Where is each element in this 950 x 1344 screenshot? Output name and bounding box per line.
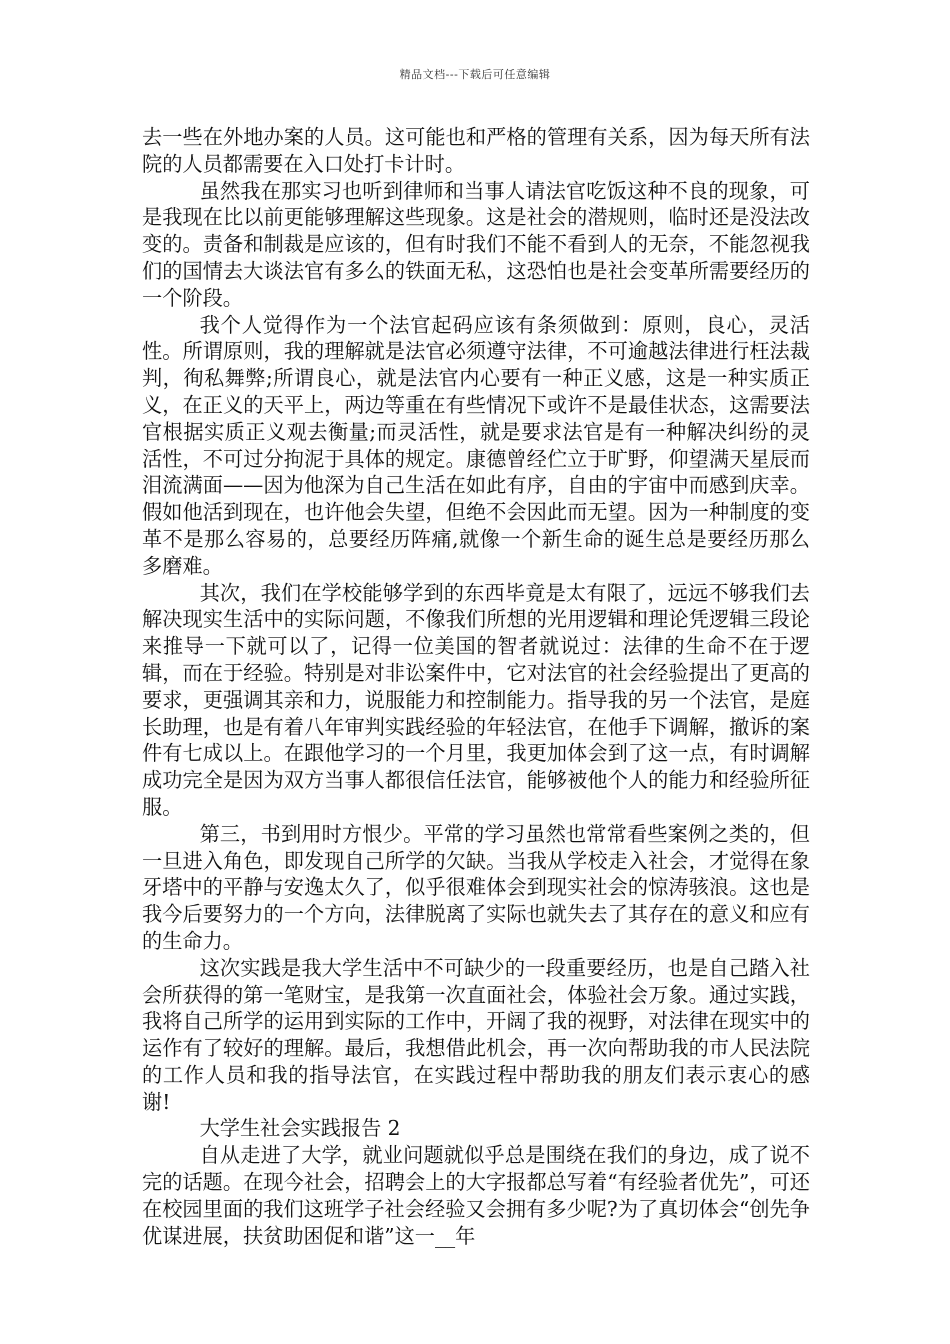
paragraph: 自从走进了大学，就业问题就似乎总是围绕在我们的身边，成了说不完的话题。在现今社会，招聘会上的大字报都总写着“有经验者优先”，可还在校园里面的我们这班学子社会经验又会拥有多少呢?为了真切体会“创先争优谋进展，扶贫助困促和谐”这一__年: [142, 1143, 810, 1248]
paragraph: 第三，书到用时方恨少。平常的学习虽然也常常看些案例之类的，但一旦进入角色，即发现自己所学的欠缺。当我从学校走入社会，才觉得在象牙塔中的平静与安逸太久了，似乎很难体会到现实社会的惊涛骇浪。这也是我今后要努力的一个方向，法律脱离了实际也就失去了其存在的意义和应有的生命力。: [142, 821, 810, 953]
paragraph: 我个人觉得作为一个法官起码应该有条须做到：原则，良心，灵活性。所谓原则，我的理解就是法官必须遵守法律，不可逾越法律进行枉法裁判，徇私舞弊;所谓良心，就是法官内心要有一种正义感，这是一种实质正义，在正义的天平上，两边等重在有些情况下或许不是最佳状态，这需要法官根据实质正义观去衡量;而灵活性，就是要求法官是有一种解决纠纷的灵活性，不可过分拘泥于具体的规定。康德曾经伫立于旷野，仰望满天星辰而泪流满面——因为他深为自己生活在如此有序，自由的宇宙中而感到庆幸。假如他活到现在，也许他会失望，但绝不会因此而无望。因为一种制度的变革不是那么容易的，总要经历阵痛,就像一个新生命的诞生总是要经历那么多磨难。: [142, 312, 810, 578]
section-heading: 大学生社会实践报告 2: [199, 1116, 401, 1141]
paragraph: 虽然我在那实习也听到律师和当事人请法官吃饭这种不良的现象，可是我现在比以前更能够理解这些现象。这是社会的潜规则，临时还是没法改变的。责备和制裁是应该的，但有时我们不能不看到人的无奈，不能忽视我们的国情去大谈法官有多么的铁面无私，这恐怕也是社会变革所需要经历的一个阶段。: [142, 178, 810, 310]
paragraph: 其次，我们在学校能够学到的东西毕竟是太有限了，远远不够我们去解决现实生活中的实际问题，不像我们所想的光用逻辑和理论凭逻辑三段论来推导一下就可以了，记得一位美国的智者就说过：法律的生命不在于逻辑，而在于经验。特别是对非讼案件中，它对法官的社会经验提出了更高的要求，更强调其亲和力，说服能力和控制能力。指导我的另一个法官，是庭长助理，也是有着八年审判实践经验的年轻法官，在他手下调解，撤诉的案件有七成以上。在跟他学习的一个月里，我更加体会到了这一点，有时调解成功完全是因为双方当事人都很信任法官，能够被他个人的能力和经验所征服。: [142, 580, 810, 819]
paragraph: 这次实践是我大学生活中不可缺少的一段重要经历，也是自己踏入社会所获得的第一笔财宝，是我第一次直面社会，体验社会万象。通过实践，我将自己所学的运用到实际的工作中，开阔了我的视野，对法律在现实中的运作有了较好的理解。最后，我想借此机会，再一次向帮助我的市人民法院的工作人员和我的指导法官，在实践过程中帮助我的朋友们表示衷心的感谢!: [142, 955, 810, 1114]
paragraph: 去一些在外地办案的人员。这可能也和严格的管理有关系，因为每天所有法院的人员都需要在入口处打卡计时。: [142, 125, 810, 176]
document-body: [142, 124, 810, 1249]
page-header: 精品文档---下载后可任意编辑: [399, 68, 551, 81]
